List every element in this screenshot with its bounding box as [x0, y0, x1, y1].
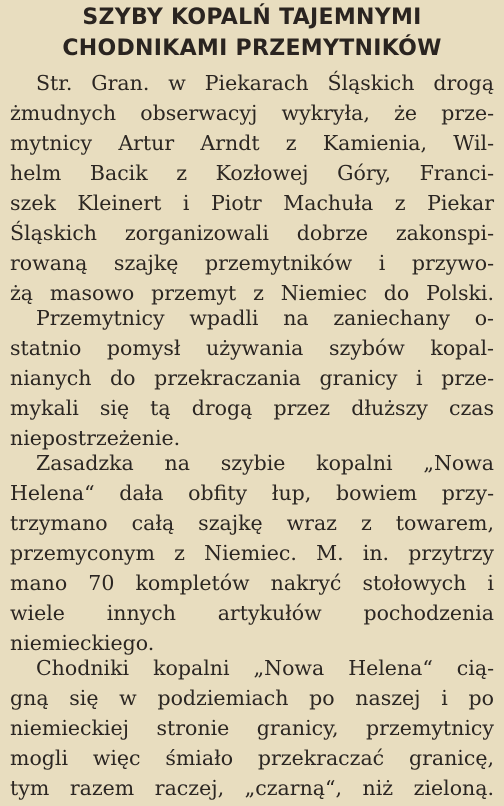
text-line: niemieckiej stronie granicy, przemytnicy: [10, 716, 494, 740]
headline-line-1: SZYBY KOPALŃ TAJEMNYMI: [82, 5, 422, 30]
text-line: Str. Gran. w Piekarach Śląskich drogą: [36, 71, 494, 95]
text-line: helm Bacik z Kozłowej Góry, Franci-: [10, 161, 494, 185]
text-line: Helena“ dała obfity łup, bowiem przy-: [10, 481, 494, 505]
text-line: przemyconym z Niemiec. M. in. przytrzy: [10, 541, 494, 565]
text-line: Zasadzka na szybie kopalni „Nowa: [36, 451, 494, 475]
text-line: gną się w podziemiach po naszej i po: [10, 686, 494, 710]
text-line: żą masowo przemyt z Niemiec do Polski.: [10, 281, 494, 305]
text-line: Śląskich zorganizowali dobrze zakonspi-: [10, 221, 494, 245]
text-line: mykali się tą drogą przez dłuższy czas: [10, 396, 494, 420]
text-line: mano 70 kompletów nakryć stołowych i: [10, 571, 494, 595]
text-line: nianych do przekraczania granicy i prze-: [10, 366, 494, 390]
text-line: wiele innych artykułów pochodzenia: [10, 601, 494, 625]
text-line: statnio pomysł używania szybów kopal-: [10, 336, 494, 360]
text-line: mogli więc śmiało przekraczać granicę,: [10, 746, 494, 770]
text-line: trzymano całą szajkę wraz z towarem,: [10, 511, 494, 535]
text-line: niepostrzeżenie.: [10, 426, 181, 450]
text-line: niemieckiego.: [10, 631, 155, 655]
text-line: mytnicy Artur Arndt z Kamienia, Wil-: [10, 131, 494, 155]
text-line: Przemytnicy wpadli na zaniechany o-: [36, 306, 494, 330]
text-line: szek Kleinert i Piotr Machuła z Piekar: [10, 191, 494, 215]
text-line: tym razem raczej, „czarną“, niż zieloną.: [10, 776, 494, 800]
text-line: żmudnych obserwacyj wykryła, że prze-: [10, 101, 494, 125]
headline-line-2: CHODNIKAMI PRZEMYTNIKÓW: [62, 36, 442, 61]
text-line: rowaną szajkę przemytników i przywo-: [10, 251, 494, 275]
text-line: Chodniki kopalni „Nowa Helena“ cią-: [36, 656, 494, 680]
